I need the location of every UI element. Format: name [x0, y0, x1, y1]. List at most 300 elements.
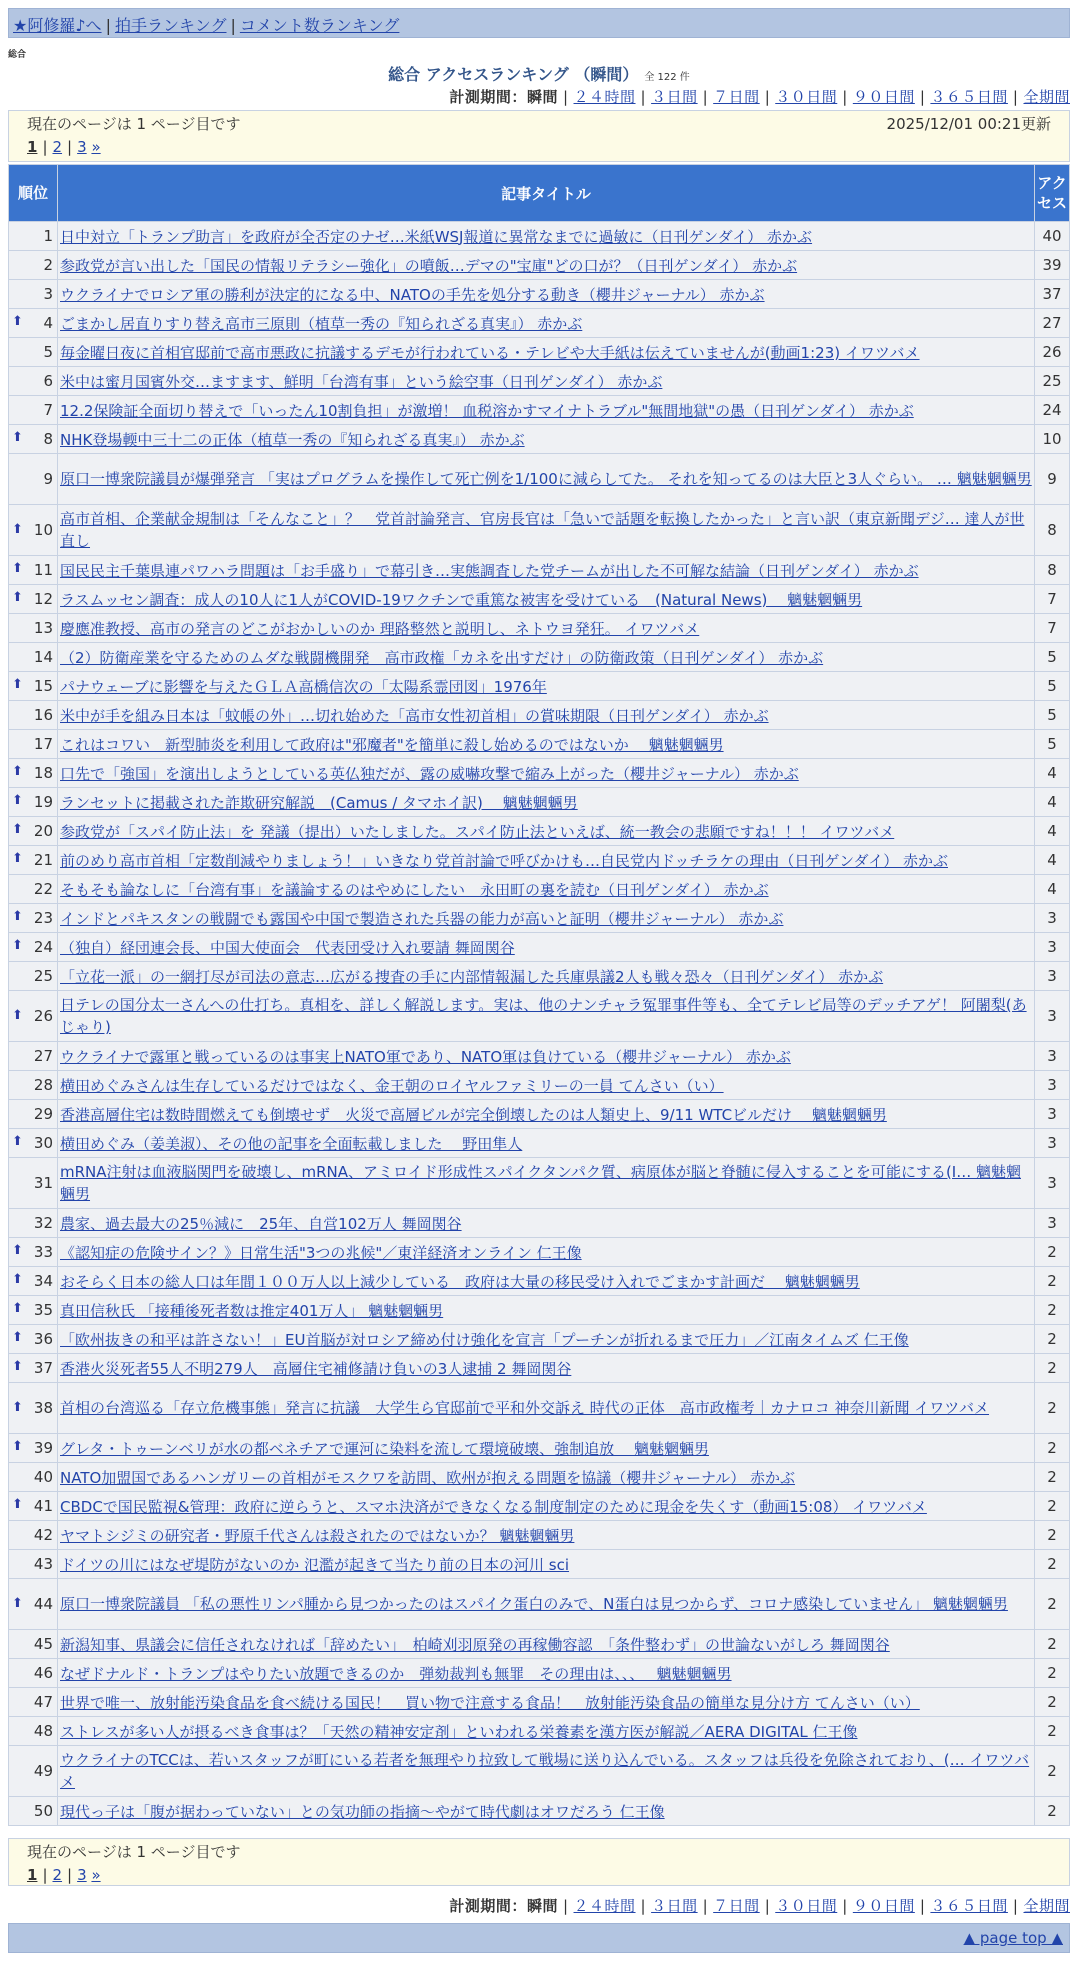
table-row	[9, 251, 1070, 280]
article-link[interactable]: ごまかし居直りすり替え高市三原則（植草一秀の『知られざる真実』） 赤かぶ	[60, 314, 583, 333]
table-row	[9, 1158, 1070, 1209]
article-link[interactable]: 参政党が「スパイ防止法」を 発議（提出）いたしました。スパイ防止法といえば、統一教会の悲願ですね！！！ イワツバメ	[60, 822, 895, 841]
up-arrow-icon: ⬆	[12, 1439, 23, 1454]
article-link[interactable]: 参政党が言い出した「国民の情報リテラシー強化」の噴飯…デマの"宝庫"どの口が？（日刊ゲンダイ） 赤かぶ	[60, 256, 798, 275]
title-cell	[58, 1434, 1035, 1463]
article-link[interactable]: 日テレの国分太一さんへの仕打ち。真相を、詳しく解説します。実は、他のナンチャラ冤罪事件等も、全てテレビ局等のデッチアゲ！ 阿闍梨(あじゃり)	[60, 996, 1027, 1036]
table-row	[9, 1325, 1070, 1354]
access-count: 37	[1035, 280, 1070, 309]
article-link[interactable]: インドとパキスタンの戦闘でも露国や中国で製造された兵器の能力が高いと証明（櫻井ジャーナル） 赤かぶ	[60, 909, 784, 928]
article-link[interactable]: 横田めぐみ（姜美淑）、その他の記事を全面転載しました 野田隼人	[60, 1134, 523, 1153]
period-link[interactable]: ９０日間	[852, 1897, 915, 1915]
title-cell	[58, 1209, 1035, 1238]
title-cell	[58, 556, 1035, 585]
rank-cell	[9, 280, 58, 309]
updated-time: 2025/12/01 00:21更新	[886, 115, 1051, 133]
access-count: 2	[1035, 1354, 1070, 1383]
period-link[interactable]: ７日間	[713, 1897, 760, 1915]
access-count: 4	[1035, 817, 1070, 846]
table-row	[9, 991, 1070, 1042]
rank-number: 37	[33, 1359, 53, 1377]
period-separator: |	[919, 1897, 926, 1915]
article-link[interactable]: そもそも論なしに「台湾有事」を議論するのはやめにしたい 永田町の裏を読む（日刊ゲンダイ） 赤かぶ	[60, 880, 769, 899]
page-top-link[interactable]: ▲ page top ▲	[963, 1929, 1063, 1947]
title-cell	[58, 846, 1035, 875]
rank-cell	[9, 222, 58, 251]
access-count: 8	[1035, 556, 1070, 585]
rank-cell	[9, 338, 58, 367]
up-arrow-icon: ⬆	[12, 561, 23, 576]
total-count: 全 122 件	[644, 72, 690, 83]
rank-number: 13	[33, 619, 53, 637]
rank-number: 8	[43, 430, 53, 448]
article-link[interactable]: （独自）経団連会長、中国大使面会 代表団受け入れ要請 舞岡関谷	[60, 938, 515, 957]
title-cell	[58, 788, 1035, 817]
article-link[interactable]: 原口一博衆院議員 「私の悪性リンパ腫から見つかったのはスパイク蛋白のみで、N蛋白は見つからず、コロナ感染していません」 魑魅魍魎男	[60, 1595, 1008, 1613]
rank-number: 10	[33, 521, 53, 539]
access-count: 40	[1035, 222, 1070, 251]
article-link[interactable]: 前のめり高市首相「定数削減やりましょう！」いきなり党首討論で呼びかけも…自民党内ドッチラケの理由（日刊ゲンダイ） 赤かぶ	[60, 851, 948, 870]
table-row	[9, 701, 1070, 730]
table-row	[9, 1521, 1070, 1550]
rank-cell	[9, 904, 58, 933]
title-cell	[58, 1100, 1035, 1129]
up-arrow-icon: ⬆	[12, 851, 23, 866]
table-row	[9, 222, 1070, 251]
access-count: 3	[1035, 1209, 1070, 1238]
rank-number: 31	[33, 1174, 53, 1192]
title-cell	[58, 1129, 1035, 1158]
table-row	[9, 367, 1070, 396]
rank-cell	[9, 701, 58, 730]
rank-cell	[9, 1042, 58, 1071]
title-cell	[58, 1158, 1035, 1209]
table-row	[9, 454, 1070, 505]
article-link[interactable]: 口先で「強国」を演出しようとしている英仏独だが、露の威嚇攻撃で縮み上がった（櫻井ジャーナル） 赤かぶ	[60, 764, 799, 783]
title-cell	[58, 1354, 1035, 1383]
table-row	[9, 962, 1070, 991]
period-selector-top	[449, 86, 1070, 107]
article-link[interactable]: 新潟知事、県議会に信任されなければ「辞めたい」 柏崎刈羽原発の再稼働容認 「条件整わず」の世論ないがしろ 舞岡関谷	[60, 1635, 890, 1654]
comment-ranking-link[interactable]: コメント数ランキング	[239, 16, 400, 35]
table-row	[9, 1492, 1070, 1521]
rank-number: 49	[33, 1762, 53, 1780]
up-arrow-icon: ⬆	[12, 1497, 23, 1512]
rank-number: 21	[33, 851, 53, 869]
article-link[interactable]: 世界で唯一、放射能汚染食品を食べ続ける国民！ 買い物で注意する食品！ 放射能汚染食品の簡単な見分け方 てんさい（い）	[60, 1693, 920, 1712]
period-link[interactable]: ２４時間	[573, 1897, 636, 1915]
article-link[interactable]: ウクライナで露軍と戦っているのは事実上NATO軍であり、NATO軍は負けている（櫻井ジャーナル） 赤かぶ	[60, 1047, 791, 1066]
ranking-table	[8, 164, 1070, 1826]
article-link[interactable]: 現代っ子は「腹が据わっていない」との気功師の指摘～やがて時代劇はオワだろう 仁王像	[60, 1802, 665, 1821]
period-separator: |	[764, 88, 771, 106]
title-cell	[58, 875, 1035, 904]
rank-number: 30	[33, 1134, 53, 1152]
access-count: 9	[1035, 454, 1070, 505]
table-row	[9, 933, 1070, 962]
up-arrow-icon: ⬆	[12, 909, 23, 924]
article-link[interactable]: ヤマトシジミの研究者・野原千代さんは殺されたのではないか？ 魑魅魍魎男	[60, 1526, 575, 1545]
article-link[interactable]: グレタ・トゥーンベリが水の都ベネチアで運河に染料を流して環境破壊、強制追放 魑魅魍魎男	[60, 1439, 709, 1458]
rank-cell	[9, 991, 58, 1042]
period-link[interactable]: ９０日間	[852, 88, 915, 106]
rank-cell	[9, 1354, 58, 1383]
access-count: 2	[1035, 1550, 1070, 1579]
access-count: 3	[1035, 1100, 1070, 1129]
table-row	[9, 643, 1070, 672]
period-separator: |	[842, 88, 848, 106]
article-link[interactable]: ウクライナでロシア軍の勝利が決定的になる中、NATOの手先を処分する動き（櫻井ジャーナル） 赤かぶ	[60, 285, 765, 304]
pager	[27, 1866, 1051, 1884]
rank-cell	[9, 933, 58, 962]
table-row	[9, 1659, 1070, 1688]
up-arrow-icon: ⬆	[12, 793, 23, 808]
article-link[interactable]: （2）防衛産業を守るためのムダな戦闘機開発 高市政権「カネを出すだけ」の防衛政策（日刊ゲンダイ） 赤かぶ	[60, 648, 824, 667]
rank-number: 34	[33, 1272, 53, 1290]
access-count: 24	[1035, 396, 1070, 425]
period-separator: |	[919, 88, 926, 106]
rank-number: 41	[33, 1497, 53, 1515]
rank-number: 28	[33, 1076, 53, 1094]
rank-number: 9	[43, 470, 53, 488]
article-link[interactable]: 首相の台湾巡る「存立危機事態」発言に抗議 大学生ら官邸前で平和外交訴え 時代の正体 高市政権考｜カナロコ 神奈川新聞 イワツバメ	[60, 1399, 990, 1417]
col-title-header: 記事タイトル	[58, 165, 1035, 222]
title-cell	[58, 251, 1035, 280]
access-count: 5	[1035, 643, 1070, 672]
nav-separator: |	[230, 16, 236, 35]
article-link[interactable]: ランセットに掲載された詐欺研究解説 (Camus / タマホイ訳) 魑魅魍魎男	[60, 793, 578, 812]
pager-next-link[interactable]: »	[91, 138, 101, 156]
period-separator: |	[842, 1897, 848, 1915]
table-row	[9, 875, 1070, 904]
access-count: 2	[1035, 1296, 1070, 1325]
rank-number: 24	[33, 938, 53, 956]
rank-cell	[9, 1267, 58, 1296]
table-row	[9, 1717, 1070, 1746]
rank-cell	[9, 505, 58, 556]
ranking-title: 総合 アクセスランキング （瞬間）	[388, 65, 639, 84]
article-link[interactable]: 真田信秋氏 「接種後死者数は推定401万人」 魑魅魍魎男	[60, 1301, 444, 1320]
current-page-text: 現在のページは 1 ページ目です	[27, 115, 241, 133]
title-cell	[58, 1492, 1035, 1521]
period-separator: |	[1012, 1897, 1019, 1915]
access-count: 3	[1035, 1129, 1070, 1158]
period-label: 計測期間：	[449, 1897, 527, 1915]
period-separator: |	[1012, 88, 1019, 106]
access-count: 2	[1035, 1746, 1070, 1797]
article-link[interactable]: 《認知症の危険サイン？》日常生活"3つの兆候"／東洋経済オンライン 仁王像	[60, 1243, 582, 1262]
article-link[interactable]: 横田めぐみさんは生存しているだけではなく、金王朝のロイヤルファミリーの一員 てんさい（い）	[60, 1076, 724, 1095]
up-arrow-icon: ⬆	[12, 677, 23, 692]
pager-next-link[interactable]: »	[91, 1866, 101, 1884]
period-separator: |	[562, 88, 569, 106]
pager-separator: |	[42, 138, 48, 156]
article-link[interactable]: CBDCで国民監視&管理：政府に逆らうと、スマホ決済ができなくなる制度制定のために現金を失くす（動画15:08） イワツバメ	[60, 1497, 927, 1516]
title-cell	[58, 309, 1035, 338]
table-row	[9, 556, 1070, 585]
article-link[interactable]: なぜドナルド・トランプはやりたい放題できるのか 弾劾裁判も無罪 その理由は、、、 魑魅魍魎男	[60, 1664, 732, 1683]
article-link[interactable]: おそらく日本の総人口は年間１００万人以上減少している 政府は大量の移民受け入れでごまかす計画だ 魑魅魍魎男	[60, 1272, 860, 1291]
title-cell	[58, 1688, 1035, 1717]
rank-cell	[9, 875, 58, 904]
rank-cell	[9, 1100, 58, 1129]
access-count: 2	[1035, 1383, 1070, 1434]
table-row	[9, 904, 1070, 933]
article-link[interactable]: パナウェーブに影響を与えたＧＬＡ高橋信次の「太陽系霊団図」1976年	[60, 677, 547, 696]
rank-number: 22	[33, 880, 53, 898]
rank-number: 43	[33, 1555, 53, 1573]
table-row	[9, 1267, 1070, 1296]
up-arrow-icon: ⬆	[12, 822, 23, 837]
access-count: 4	[1035, 846, 1070, 875]
rank-cell	[9, 1209, 58, 1238]
article-link[interactable]: これはコワい 新型肺炎を利用して政府は"邪魔者"を簡単に殺し始めるのではないか 魑魅魍魎男	[60, 735, 724, 754]
access-count: 4	[1035, 875, 1070, 904]
table-row	[9, 1042, 1070, 1071]
title-cell	[58, 280, 1035, 309]
title-cell	[58, 1717, 1035, 1746]
title-cell	[58, 1521, 1035, 1550]
access-count: 7	[1035, 614, 1070, 643]
up-arrow-icon: ⬆	[12, 522, 23, 537]
article-link[interactable]: 慶應准教授、高市の発言のどこがおかしいのか 理路整然と説明し、ネトウヨ発狂。 イワツバメ	[60, 619, 700, 638]
rank-number: 15	[33, 677, 53, 695]
period-separator: |	[640, 88, 647, 106]
period-separator: |	[702, 88, 709, 106]
rank-number: 38	[33, 1399, 53, 1417]
access-count: 3	[1035, 1042, 1070, 1071]
article-link[interactable]: 日中対立「トランプ助言」を政府が全否定のナゼ…米紙WSJ報道に異常なまでに過敏に（日刊ゲンダイ） 赤かぶ	[60, 227, 813, 246]
period-link[interactable]: ３０日間	[775, 1897, 838, 1915]
article-link[interactable]: 「立花一派」の一網打尽が司法の意志…広がる捜査の手に内部情報漏した兵庫県議2人も戦々恐々（日刊ゲンダイ） 赤かぶ	[60, 967, 884, 986]
table-row	[9, 1550, 1070, 1579]
rank-number: 14	[33, 648, 53, 666]
rank-cell	[9, 454, 58, 505]
article-link[interactable]: NATO加盟国であるハンガリーの首相がモスクワを訪問、欧州が抱える問題を協議（櫻井ジャーナル） 赤かぶ	[60, 1468, 796, 1487]
access-count: 4	[1035, 759, 1070, 788]
ranking-heading	[0, 62, 1078, 85]
up-arrow-icon: ⬆	[12, 1301, 23, 1316]
table-row	[9, 1434, 1070, 1463]
article-link[interactable]: ストレスが多い人が摂るべき食事は？「天然の精神安定剤」といわれる栄養素を漢方医が解説／AERA DIGITAL 仁王像	[60, 1722, 858, 1741]
current-page-text: 現在のページは 1 ページ目です	[27, 1843, 241, 1861]
rank-cell	[9, 367, 58, 396]
article-link[interactable]: 農家、過去最大の25％減に 25年、自営102万人 舞岡関谷	[60, 1214, 462, 1233]
access-count: 5	[1035, 701, 1070, 730]
title-cell	[58, 962, 1035, 991]
title-cell	[58, 1071, 1035, 1100]
title-cell	[58, 425, 1035, 454]
period-link[interactable]: ３６５日間	[930, 1897, 1008, 1915]
access-count: 2	[1035, 1717, 1070, 1746]
title-cell	[58, 817, 1035, 846]
rank-cell	[9, 730, 58, 759]
table-row	[9, 1688, 1070, 1717]
table-row	[9, 1797, 1070, 1826]
rank-number: 23	[33, 909, 53, 927]
period-separator: |	[640, 1897, 647, 1915]
table-row	[9, 1383, 1070, 1434]
rank-number: 2	[43, 256, 53, 274]
title-cell	[58, 1746, 1035, 1797]
access-count: 3	[1035, 933, 1070, 962]
up-arrow-icon: ⬆	[12, 1596, 23, 1611]
rank-cell	[9, 585, 58, 614]
table-row	[9, 672, 1070, 701]
article-link[interactable]: 12.2保険証全面切り替えで「いったん10割負担」が激増！ 血税溶かすマイナトラブル"無間地獄"の愚（日刊ゲンダイ） 赤かぶ	[60, 401, 914, 420]
title-cell	[58, 991, 1035, 1042]
access-count: 27	[1035, 309, 1070, 338]
period-link[interactable]: ２４時間	[573, 88, 636, 106]
article-link[interactable]: 米中が手を組み日本は「蚊帳の外」…切れ始めた「高市女性初首相」の賞味期限（日刊ゲンダイ） 赤かぶ	[60, 706, 769, 725]
access-count: 25	[1035, 367, 1070, 396]
access-count: 3	[1035, 962, 1070, 991]
rank-cell	[9, 817, 58, 846]
period-separator: |	[702, 1897, 709, 1915]
access-count: 2	[1035, 1521, 1070, 1550]
up-arrow-icon: ⬆	[12, 590, 23, 605]
rank-cell	[9, 1492, 58, 1521]
pager-separator: |	[67, 1866, 73, 1884]
table-row	[9, 614, 1070, 643]
rank-cell	[9, 1463, 58, 1492]
access-count: 2	[1035, 1325, 1070, 1354]
access-count: 2	[1035, 1659, 1070, 1688]
rank-number: 12	[33, 590, 53, 608]
article-link[interactable]: ドイツの川にはなぜ堤防がないのか 氾濫が起きて当たり前の日本の河川 sci	[60, 1555, 570, 1574]
up-arrow-icon: ⬆	[12, 1400, 23, 1415]
period-link[interactable]: 全期間	[1023, 1897, 1070, 1915]
title-cell	[58, 701, 1035, 730]
period-link[interactable]: ７日間	[713, 88, 760, 106]
pager-page-link[interactable]: 2	[52, 138, 63, 156]
clap-ranking-link[interactable]: 拍手ランキング	[114, 16, 227, 35]
pager-page-link[interactable]: 3	[77, 1866, 87, 1884]
table-row	[9, 585, 1070, 614]
table-row	[9, 1630, 1070, 1659]
title-cell	[58, 614, 1035, 643]
up-arrow-icon: ⬆	[12, 1008, 23, 1023]
article-link[interactable]: 米中は蜜月国賓外交…ますます、鮮明「台湾有事」という絵空事（日刊ゲンダイ） 赤かぶ	[60, 372, 663, 391]
up-arrow-icon: ⬆	[12, 764, 23, 779]
ranking-body	[9, 222, 1070, 1826]
access-count: 2	[1035, 1492, 1070, 1521]
rank-number: 19	[33, 793, 53, 811]
rank-number: 3	[43, 285, 53, 303]
rank-number: 25	[33, 967, 53, 985]
article-link[interactable]: ウクライナのTCCは、若いスタッフが町にいる若者を無理やり拉致して戦場に送り込んでいる。スタッフは兵役を免除されており、(… イワツバメ	[60, 1751, 1030, 1791]
nav-separator: |	[105, 16, 111, 35]
col-rank-header: 順位	[9, 165, 58, 222]
up-arrow-icon: ⬆	[12, 938, 23, 953]
title-cell	[58, 1325, 1035, 1354]
access-count: 2	[1035, 1797, 1070, 1826]
rank-cell	[9, 1688, 58, 1717]
up-arrow-icon: ⬆	[12, 1359, 23, 1374]
pager-separator: |	[67, 138, 73, 156]
period-link[interactable]: ３０日間	[775, 88, 838, 106]
rank-number: 18	[33, 764, 53, 782]
period-link[interactable]: ３日間	[651, 88, 698, 106]
table-row	[9, 309, 1070, 338]
title-cell	[58, 1630, 1035, 1659]
rank-cell	[9, 1797, 58, 1826]
rank-cell	[9, 1630, 58, 1659]
rank-number: 29	[33, 1105, 53, 1123]
pager-page-link[interactable]: 3	[77, 138, 87, 156]
period-link[interactable]: ３６５日間	[930, 88, 1008, 106]
title-cell	[58, 643, 1035, 672]
rank-number: 42	[33, 1526, 53, 1544]
rank-cell	[9, 1659, 58, 1688]
article-link[interactable]: 毎金曜日夜に首相官邸前で高市悪政に抗議するデモが行われている・テレビや大手紙は伝えていませんが(動画1:23) イワツバメ	[60, 343, 920, 362]
access-count: 26	[1035, 338, 1070, 367]
article-link[interactable]: 高市首相、企業献金規制は「そんなこと」？ 党首討論発言、官房長官は「急いで話題を転換したかった」と言い訳（東京新聞デジ… 達人が世直し	[60, 510, 1025, 550]
rank-cell	[9, 396, 58, 425]
table-row	[9, 396, 1070, 425]
article-link[interactable]: NHK登場輭中三十二の正体（植草一秀の『知られざる真実』） 赤かぶ	[60, 430, 525, 449]
period-current: 瞬間	[526, 1897, 558, 1915]
rank-number: 16	[33, 706, 53, 724]
article-link[interactable]: 「欧州抜きの和平は許さない！」EU首脳が対ロシア締め付け強化を宣言「プーチンが折れるまで圧力」／江南タイムズ 仁王像	[60, 1330, 909, 1349]
rank-cell	[9, 672, 58, 701]
rank-number: 20	[33, 822, 53, 840]
rank-number: 17	[33, 735, 53, 753]
article-link[interactable]: mRNA注射は血液脳関門を破壊し、mRNA、アミロイド形成性スパイクタンパク質、病原体が脳と脊髄に侵入することを可能にする(I… 魑魅魍魎男	[60, 1163, 1021, 1203]
page-info-bottom	[8, 1838, 1070, 1886]
rank-cell	[9, 556, 58, 585]
rank-number: 27	[33, 1047, 53, 1065]
rank-cell	[9, 251, 58, 280]
article-link[interactable]: 香港高層住宅は数時間燃えても倒壊せず 火災で高層ビルが完全倒壊したのは人類史上、9/11 WTCビルだけ 魑魅魍魎男	[60, 1105, 887, 1124]
period-link[interactable]: 全期間	[1023, 88, 1070, 106]
article-link[interactable]: 原口一博衆院議員が爆弾発言 「実はプログラムを操作して死亡例を1/100に減らしてた。 それを知ってるのは大臣と3人ぐらい。 … 魑魅魍魎男	[60, 470, 1032, 488]
rank-cell	[9, 1071, 58, 1100]
access-count: 3	[1035, 1071, 1070, 1100]
access-count: 3	[1035, 904, 1070, 933]
title-cell	[58, 396, 1035, 425]
table-row	[9, 846, 1070, 875]
title-cell	[58, 904, 1035, 933]
rank-cell	[9, 1129, 58, 1158]
top-nav-bar	[8, 8, 1070, 38]
period-separator: |	[562, 1897, 569, 1915]
up-arrow-icon: ⬆	[12, 1243, 23, 1258]
rank-cell	[9, 1383, 58, 1434]
article-link[interactable]: 香港火災死者55人不明279人 高層住宅補修請け負いの3人逮捕 2 舞岡関谷	[60, 1359, 572, 1378]
rank-cell	[9, 1434, 58, 1463]
title-cell	[58, 730, 1035, 759]
access-count: 2	[1035, 1579, 1070, 1630]
up-arrow-icon: ⬆	[12, 314, 23, 329]
rank-cell	[9, 788, 58, 817]
article-link[interactable]: ラスムッセン調査：成人の10人に1人がCOVID-19ワクチンで重篤な被害を受けている (Natural News) 魑魅魍魎男	[60, 590, 863, 609]
pager-page-link[interactable]: 2	[52, 1866, 63, 1884]
home-link[interactable]: ★阿修羅♪へ	[13, 16, 102, 35]
rank-number: 7	[43, 401, 53, 419]
title-cell	[58, 1463, 1035, 1492]
pager-current-page: 1	[27, 138, 38, 156]
col-access-header: アクセス	[1035, 165, 1070, 222]
period-link[interactable]: ３日間	[651, 1897, 698, 1915]
article-link[interactable]: 国民民主千葉県連パワハラ問題は「お手盛り」で幕引き…実態調査した党チームが出した不可解な結論（日刊ゲンダイ） 赤かぶ	[60, 561, 919, 580]
up-arrow-icon: ⬆	[12, 1272, 23, 1287]
title-cell	[58, 1579, 1035, 1630]
title-cell	[58, 1042, 1035, 1071]
rank-number: 44	[33, 1595, 53, 1613]
page-info-top	[8, 110, 1070, 162]
table-row	[9, 338, 1070, 367]
